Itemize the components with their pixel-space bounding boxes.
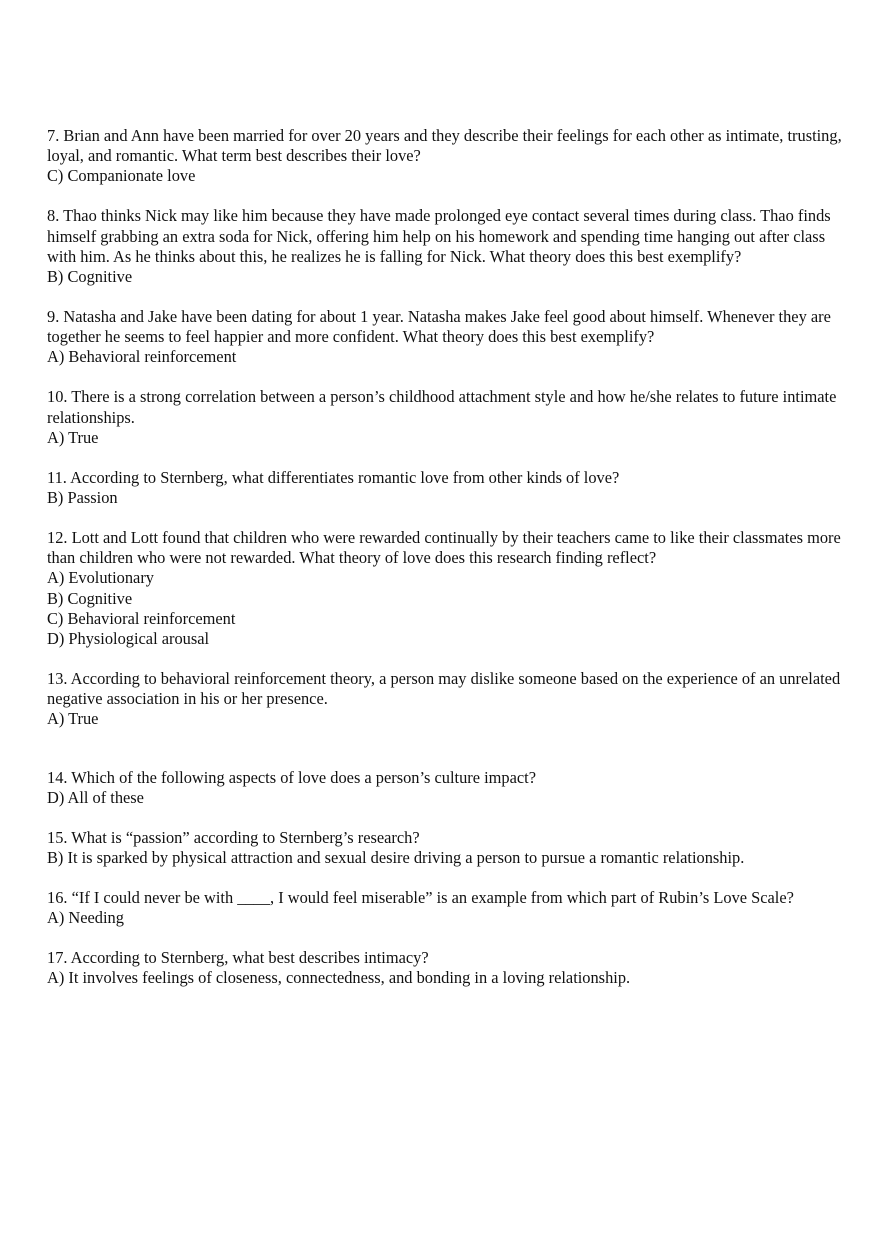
question-text: 15. What is “passion” according to Sternberg’s research? xyxy=(47,827,420,847)
question-text: 16. “If I could never be with ____, I would feel miserable” is an example from which part of Rubin’s Love Scale? xyxy=(47,888,794,908)
question-text: 12. Lott and Lott found that children who were rewarded continually by their teachers came to like their classmates more than children who were not rewarded. What theory of love does this research finding reflect? xyxy=(47,528,841,568)
answer-text: A) Behavioral reinforcement xyxy=(47,347,237,367)
question-text: 10. There is a strong correlation between a person’s childhood attachment style and how he/she relates to future intimate relationships. xyxy=(47,387,837,427)
question-block-10 xyxy=(47,387,847,448)
question-text: 11. According to Sternberg, what differentiates romantic love from other kinds of love? xyxy=(47,467,620,487)
question-block-17 xyxy=(47,948,847,988)
answer-text: D) All of these xyxy=(47,787,144,807)
answer-option-d: D) Physiological arousal xyxy=(47,629,210,649)
question-block-16 xyxy=(47,888,847,928)
answer-text: B) It is sparked by physical attraction and sexual desire driving a person to pursue a romantic relationship. xyxy=(47,848,745,868)
question-block-7 xyxy=(47,126,847,187)
answer-option-b: B) Cognitive xyxy=(47,588,133,608)
question-text: 8. Thao thinks Nick may like him because they have made prolonged eye contact several times during class. Thao finds himself grabbing an extra soda for Nick, offering him help on his homework and spending time hanging out after class with him. As he thinks about this, he realizes he is falling for Nick. What theory does this best exemplify? xyxy=(47,206,831,266)
question-block-13 xyxy=(47,669,847,730)
answer-text: A) It involves feelings of closeness, connectedness, and bonding in a loving relationship. xyxy=(47,968,631,988)
question-block-12 xyxy=(47,528,847,649)
answer-text: A) Needing xyxy=(47,908,124,928)
question-text: 13. According to behavioral reinforcement theory, a person may dislike someone based on the experience of an unrelated negative association in his or her presence. xyxy=(47,669,841,709)
question-text: 14. Which of the following aspects of love does a person’s culture impact? xyxy=(47,767,537,787)
question-text: 9. Natasha and Jake have been dating for about 1 year. Natasha makes Jake feel good about himself. Whenever they are together he seems to feel happier and more confident. What theory does this best exemplify? xyxy=(47,307,831,347)
document-page xyxy=(47,126,847,1008)
question-text: 17. According to Sternberg, what best describes intimacy? xyxy=(47,948,429,968)
question-text: 7. Brian and Ann have been married for over 20 years and they describe their feelings for each other as intimate, trusting, loyal, and romantic. What term best describes their love? xyxy=(47,126,842,166)
question-block-11 xyxy=(47,468,847,508)
question-block-8 xyxy=(47,206,847,287)
answer-text: B) Cognitive xyxy=(47,267,133,287)
answer-option-c: C) Behavioral reinforcement xyxy=(47,608,236,628)
answer-text: A) True xyxy=(47,709,99,729)
answer-text: B) Passion xyxy=(47,488,118,508)
answer-text: C) Companionate love xyxy=(47,166,196,186)
answer-text: A) True xyxy=(47,427,99,447)
answer-option-a: A) Evolutionary xyxy=(47,568,154,588)
question-block-9 xyxy=(47,307,847,368)
question-block-15 xyxy=(47,828,847,868)
question-block-14 xyxy=(47,768,847,808)
